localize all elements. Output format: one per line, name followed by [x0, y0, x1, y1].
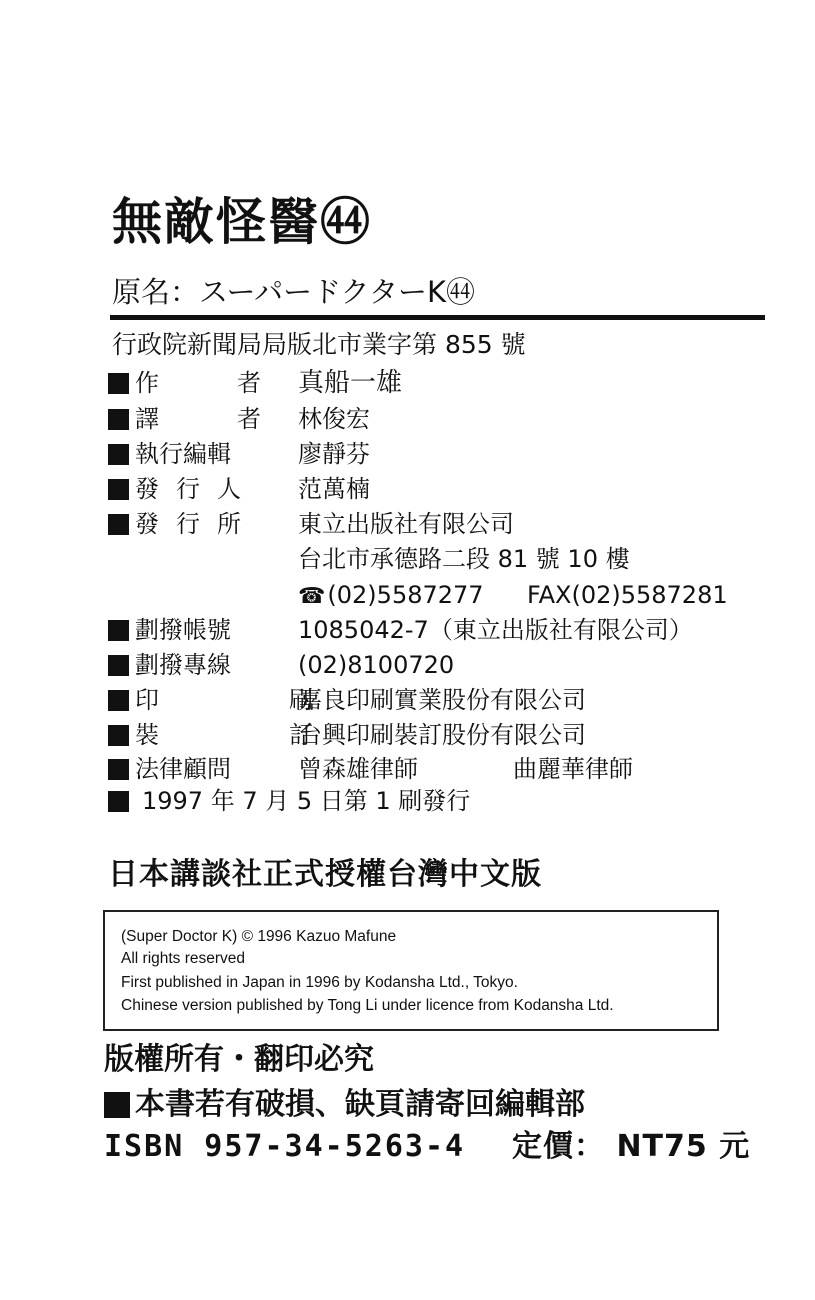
bullet-square [108, 409, 129, 430]
credit-value: 曾森雄律師 [298, 755, 418, 783]
bullet-square [108, 690, 129, 711]
copyright-line: First published in Japan in 1996 by Kodansha Ltd., Tokyo. [121, 974, 518, 991]
publisher-address: 台北市承德路二段 81 號 10 樓 [298, 545, 630, 573]
bullet-square [108, 791, 129, 812]
bullet-square [108, 373, 129, 394]
book-title: 無敵怪醫㊹ [112, 193, 372, 251]
credit-label: 作 者 [135, 369, 288, 397]
credit-label: 劃撥專線 [135, 651, 231, 679]
isbn: ISBN 957-34-5263-4 [104, 1129, 466, 1164]
credit-label: 法律顧問 [135, 755, 231, 783]
credit-value: 東立出版社有限公司 [298, 510, 514, 538]
phone-number: (02)5587277 [327, 581, 484, 609]
rights-statement: 版權所有・翻印必究 [104, 1042, 374, 1077]
credit-label: 發行人 [135, 475, 258, 503]
credit-value: 林俊宏 [298, 405, 370, 433]
credit-value-secondary: 曲麗華律師 [513, 755, 633, 783]
credit-value: 1085042-7（東立出版社有限公司） [298, 616, 693, 644]
credit-label: 劃撥帳號 [135, 616, 231, 644]
title-divider [110, 315, 765, 320]
copyright-line: (Super Doctor K) © 1996 Kazuo Mafune [121, 928, 397, 945]
bullet-square [108, 479, 129, 500]
original-title: 原名：スーパードクターK㊹ [112, 275, 475, 309]
bullet-square [108, 759, 129, 780]
credit-value: 范萬楠 [298, 475, 370, 503]
copyright-line: All rights reserved [121, 950, 246, 967]
bullet-square [108, 725, 129, 746]
credit-value: 廖靜芬 [298, 440, 370, 468]
publisher-phone [298, 578, 484, 614]
credit-value: 真船一雄 [298, 368, 403, 398]
credit-value: 台興印刷裝訂股份有限公司 [298, 721, 586, 749]
bullet-square [104, 1092, 130, 1118]
edition-date-text: 1997 年 7 月 5 日第 1 刷發行 [142, 787, 471, 815]
credit-value: (02)8100720 [298, 651, 455, 679]
return-notice-text: 本書若有破損、缺頁請寄回編輯部 [135, 1087, 585, 1122]
telephone-icon: ☎ [298, 584, 326, 609]
license-number: 行政院新聞局局版北市業字第 855 號 [112, 330, 526, 359]
credit-label: 裝 訂 [135, 721, 366, 749]
copyright-line: Chinese version published by Tong Li under licence from Kodansha Ltd. [121, 997, 614, 1014]
copyright-box [103, 910, 719, 1031]
credit-label: 執行編輯 [135, 440, 231, 468]
publisher-fax: FAX(02)5587281 [527, 581, 728, 609]
credit-label: 譯 者 [135, 405, 288, 433]
price: 定價： NT75 元 [512, 1129, 751, 1164]
credit-value: 嘉良印刷實業股份有限公司 [298, 686, 586, 714]
bullet-square [108, 444, 129, 465]
credit-label: 印 刷 [135, 686, 366, 714]
bullet-square [108, 655, 129, 676]
credit-label: 發行所 [135, 510, 258, 538]
bullet-square [108, 620, 129, 641]
bullet-square [108, 514, 129, 535]
authorization-statement: 日本講談社正式授權台灣中文版 [108, 857, 542, 892]
